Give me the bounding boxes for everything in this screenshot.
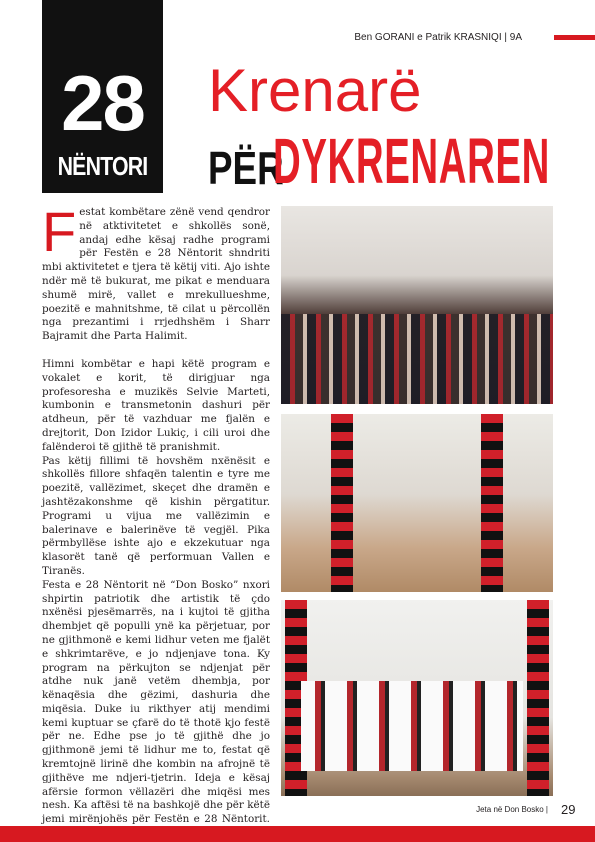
photo-folk-dancers [281, 600, 553, 796]
balloon-column [527, 600, 549, 796]
paragraph-1-text: estat kombëtare zënë vend qendror në atktivitetet e shkollës sonë, andaj edhe kësaj radhe programi për Festën e 28 Nëntorit shndriti mbi aktivitetet e tjera të këtij viti. Ajo ishte ndër më të bukurat, me pikat e menduara shumë mirë, vallet e mrekullueshme, poezitë e mahnitshme, të cilat u përcollën nga prezantimi i rrjedhshëm i Sharr Bajramit dhe Parta Halimit. [42, 206, 270, 343]
photo-dancers-stage [281, 414, 553, 592]
paragraph-4 [42, 579, 270, 842]
footer-accent-bar [0, 826, 595, 842]
author-byline: Ben GORANI e Patrik KRASNIQI | 9A [354, 32, 522, 43]
date-box [42, 0, 163, 193]
balloon-column [331, 414, 353, 592]
balloon-column [481, 414, 503, 592]
folk-dancers-group [301, 681, 523, 771]
paragraph-4-text: Festa e 28 Nëntorit në “Don Bosko” nxori shpirtin patriotik dhe artistik të çdo nxënësi pjesëmarrës, na i kujtoi të gjitha dhembjet që populli ynë ka përjetuar, por ne gjithmonë e kemi lidhur veten me fjalët e shkrimtarëve, e jo ndjenjave tona. Ky program na përkujton se ndjenjat për atdhe nuk janë vetëm dhembja, por kënaqësia dhe gëzimi, dashuria dhe miqësia. Duke iu rikthyer atij mendimi kemi kuptuar se çfarë do të thotë kjo festë për ne. Edhe pse jo të gjithë dhe jo gjithmonë jemi të lidhur me to, festat që kremtojnë lirinë dhe kombin na afrojnë të gjithëve me ndjeri-tjetrin. Ideja e kësaj afërsie formon vëllazëri dhe miqësi mes nesh. Ka aftësi të na bashkojë dhe për këtë jemi mirënjohës për Festën e 28 Nëntorit. [42, 578, 270, 826]
paragraph-3: Pas këtij fillimi të hovshëm nxënësit e shkollës fillore shfaqën talentin e tyre me poezitë, vallëzimet, skeçet dhe dramën e jashtëzakonshme që kishin përgatitur. Programi u vijua me vallëzimin e balerinave e balerinëve të vegjël. Pika përmbyllëse ishte ajo e ekzekutuar nga klasorët tanë që performuan Vallen e Tiranës. [42, 454, 270, 577]
page-number: 29 [561, 802, 576, 817]
header-accent-bar [554, 35, 595, 40]
paragraph-2: Himni kombëtar e hapi këtë program e vokalet e korit, të dirigjuar nga profesoresha e muzikës Selvie Marteti, kumbonin e transmetonin dashuri për atdheun, për të vazhduar me fjalën e drejtorit, Don Izidor Lukiç, i cili uroi dhe falënderoi të gjithë të pranishmit. [42, 357, 270, 453]
article-title-per: PËR [208, 142, 284, 194]
drop-cap: F [42, 200, 77, 263]
article-title-line1: Krenarë [208, 57, 422, 124]
publication-name: Jeta në Don Bosko | [476, 805, 548, 814]
paragraph-1 [42, 200, 270, 344]
article-body [42, 200, 270, 842]
date-month: NËNTORI [57, 151, 148, 181]
date-day: 28 [61, 59, 144, 147]
photo-audience [281, 206, 553, 404]
audience-crowd [281, 314, 553, 404]
article-title-dykrenaren: DYKRENAREN [273, 125, 550, 197]
